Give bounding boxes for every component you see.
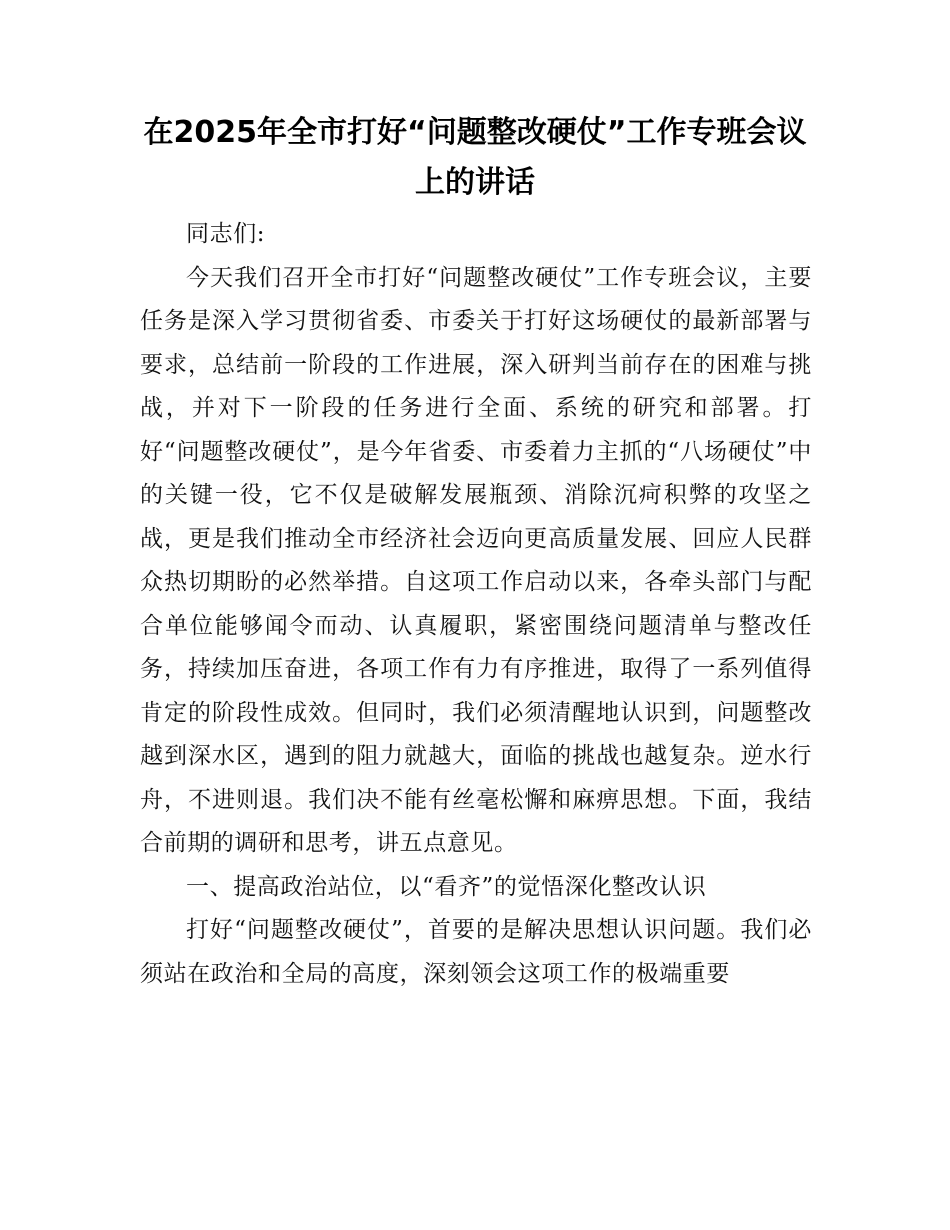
salutation: 同志们: [186,221,266,247]
section-paragraph: 打好“问题整改硬仗”，首要的是解决思想认识问题。我们必须站在政治和全局的高度，深刻领会这项工作的极端重要 [140,917,812,987]
document-title: 在2025年全市打好“问题整改硬仗”工作专班会议上的讲话 [143,115,807,200]
document-body [140,213,812,996]
intro-paragraph: 今天我们召开全市打好“问题整改硬仗”工作专班会议，主要任务是深入学习贯彻省委、市委关于打好这场硬仗的最新部署与要求，总结前一阶段的工作进展，深入研判当前存在的困难与挑战，并对下一阶段的任务进行全面、系统的研究和部署。打好“问题整改硬仗”，是今年省委、市委着力主抓的“八场硬仗”中的关键一役，它不仅是破解发展瓶颈、消除沉疴积弊的攻坚之战，更是我们推动全市经济社会迈向更高质量发展、回应人民群众热切期盼的必然举措。自这项工作启动以来，各牵头部门与配合单位能够闻令而动、认真履职，紧密围绕问题清单与整改任务，持续加压奋进，各项工作有力有序推进，取得了一系列值得肯定的阶段性成效。但同时，我们必须清醒地认识到，问题整改越到深水区，遇到的阻力就越大，面临的挑战也越复杂。逆水行舟，不进则退。我们决不能有丝毫松懈和麻痹思想。下面，我结合前期的调研和思考，讲五点意见。 [140,264,812,856]
section-heading: 一、提高政治站位，以“看齐”的觉悟深化整改认识 [186,873,707,900]
